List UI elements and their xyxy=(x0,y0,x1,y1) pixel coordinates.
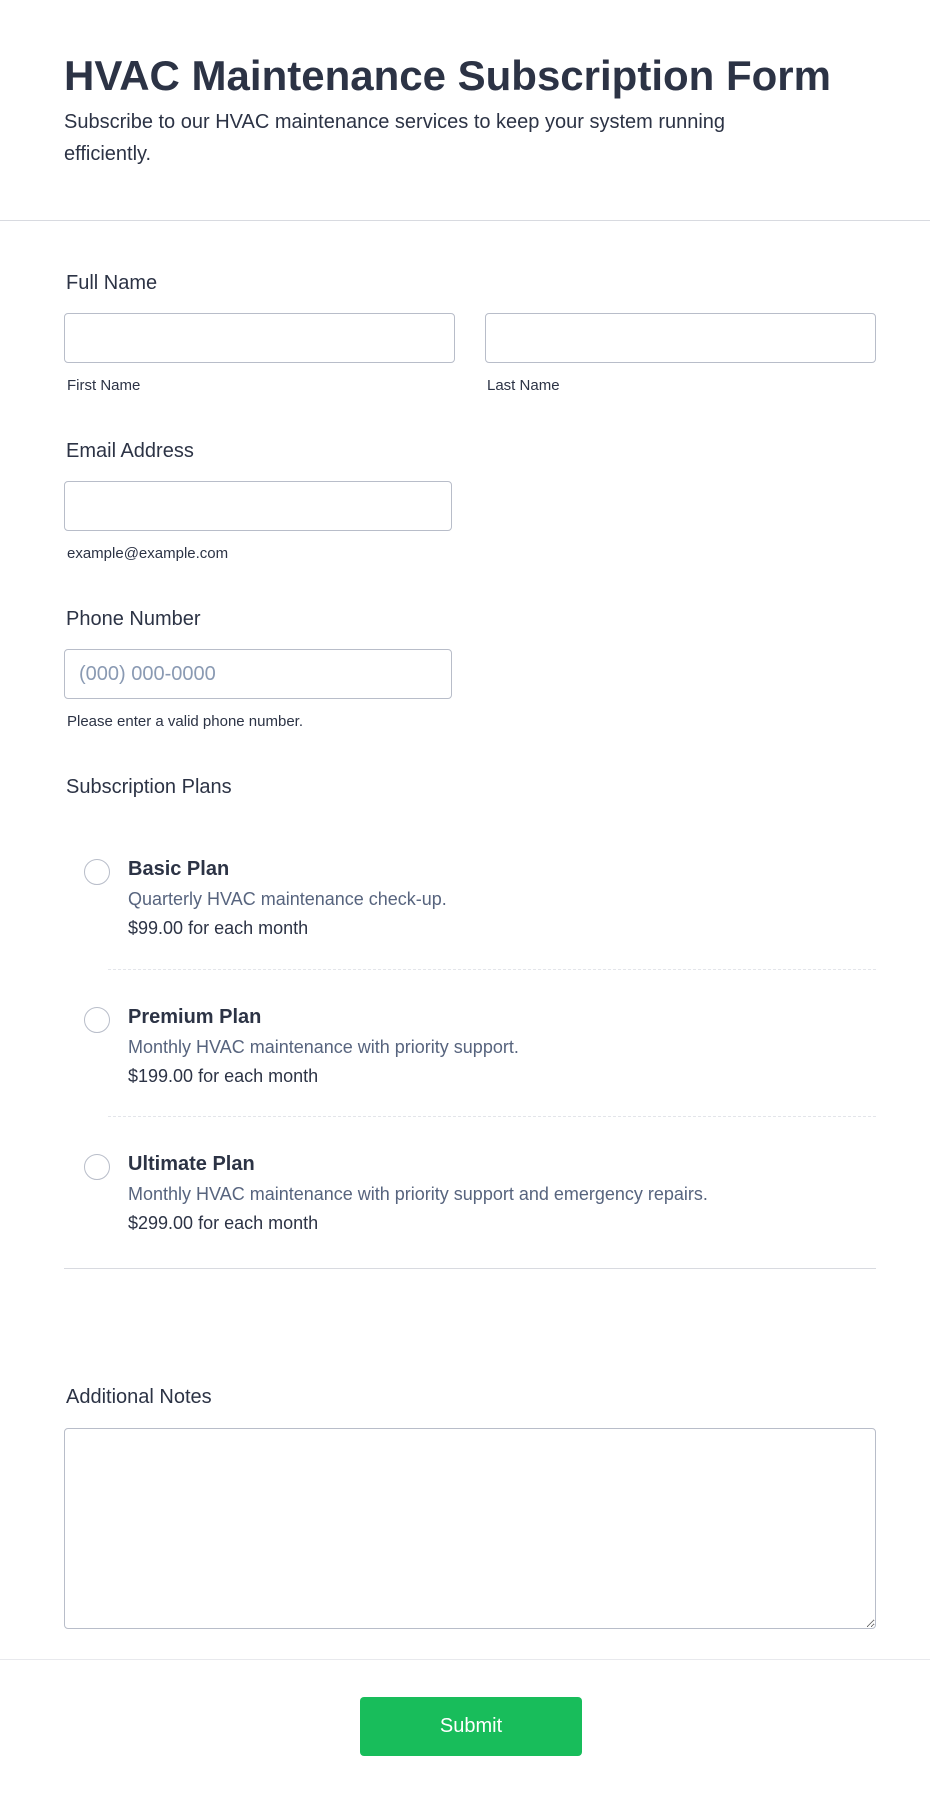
email-input[interactable] xyxy=(64,481,452,531)
plan-price: $99.00 xyxy=(128,918,184,938)
plan-radio-ultimate[interactable] xyxy=(84,1154,110,1180)
form-header xyxy=(0,0,930,221)
plan-period: for each month xyxy=(188,918,309,938)
plan-price-line xyxy=(128,1066,318,1087)
additional-notes-textarea[interactable] xyxy=(64,1428,876,1629)
plan-title: Ultimate Plan xyxy=(128,1153,255,1175)
first-name-input[interactable] xyxy=(64,313,455,363)
plan-period: for each month xyxy=(198,1066,319,1086)
subscription-plans-label: Subscription Plans xyxy=(66,776,232,798)
plan-divider xyxy=(108,969,876,970)
last-name-input[interactable] xyxy=(485,313,876,363)
plan-title: Premium Plan xyxy=(128,1006,262,1028)
page-subtitle: Subscribe to our HVAC maintenance services to keep your system running efficiently. xyxy=(64,111,726,165)
plan-title: Basic Plan xyxy=(128,858,230,880)
page-title: HVAC Maintenance Subscription Form xyxy=(64,52,831,99)
plan-option-premium[interactable] xyxy=(64,988,876,1118)
plan-price: $299.00 xyxy=(128,1213,194,1233)
plan-description: Quarterly HVAC maintenance check-up. xyxy=(128,889,447,909)
plans-section-divider xyxy=(64,1268,876,1269)
phone-sublabel: Please enter a valid phone number. xyxy=(67,713,303,730)
plan-divider xyxy=(108,1116,876,1117)
plan-period: for each month xyxy=(198,1213,319,1233)
footer-divider xyxy=(0,1659,930,1660)
plan-price: $199.00 xyxy=(128,1066,194,1086)
plan-option-basic[interactable] xyxy=(64,840,876,970)
plan-description: Monthly HVAC maintenance with priority support and emergency repairs. xyxy=(128,1184,708,1204)
plan-radio-basic[interactable] xyxy=(84,859,110,885)
email-label: Email Address xyxy=(66,440,194,462)
plan-price-line xyxy=(128,1213,318,1234)
plan-radio-premium[interactable] xyxy=(84,1007,110,1033)
phone-input[interactable] xyxy=(64,649,452,699)
additional-notes-label: Additional Notes xyxy=(66,1386,212,1408)
full-name-label: Full Name xyxy=(66,272,158,294)
phone-label: Phone Number xyxy=(66,608,201,630)
plan-option-ultimate[interactable] xyxy=(64,1135,876,1265)
plan-description: Monthly HVAC maintenance with priority support. xyxy=(128,1037,519,1057)
plan-price-line xyxy=(128,918,308,939)
submit-button[interactable]: Submit xyxy=(360,1697,582,1756)
email-sublabel: example@example.com xyxy=(67,545,229,562)
first-name-sublabel: First Name xyxy=(67,377,141,394)
last-name-sublabel: Last Name xyxy=(487,377,560,394)
